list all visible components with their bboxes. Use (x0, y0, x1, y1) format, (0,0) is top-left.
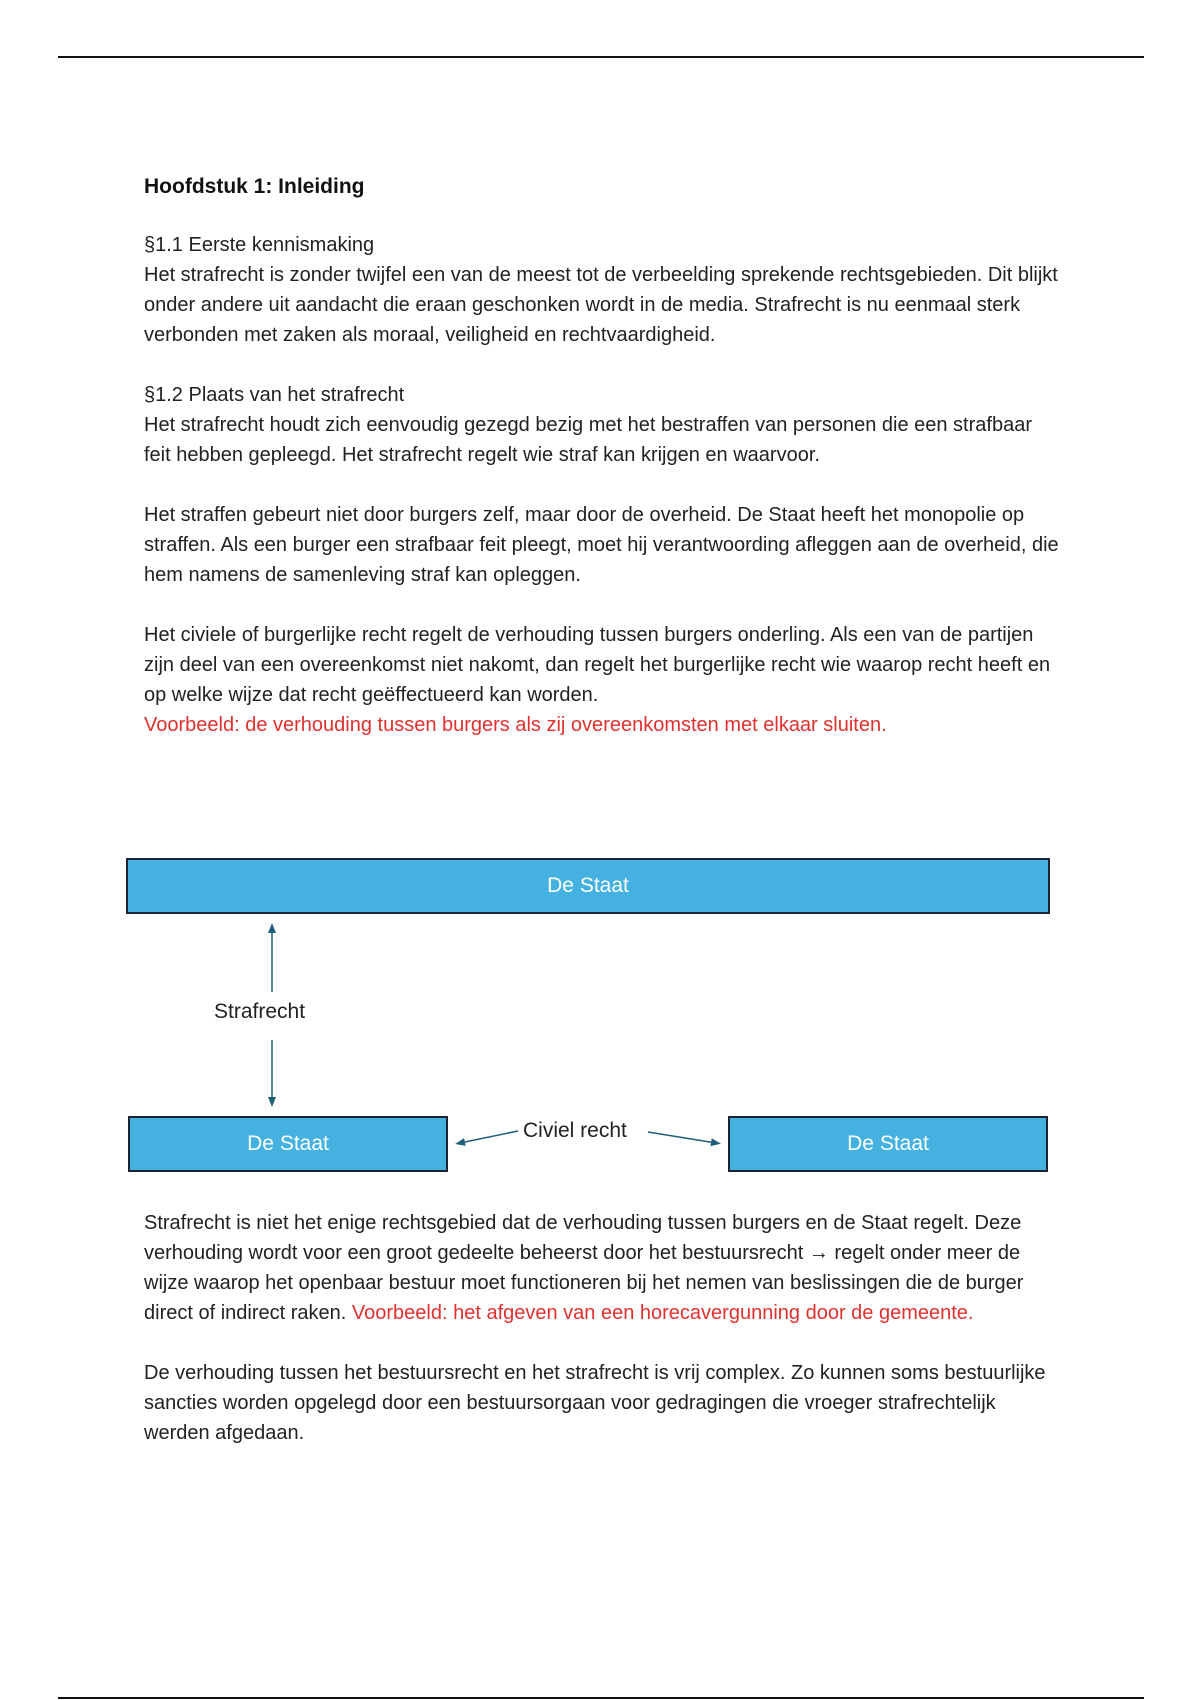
bottom-rule (58, 1697, 1144, 1699)
section-1-2-paragraph-3: Het civiele of burgerlijke recht regelt de verhouding tussen burgers onderling. Als een van de partijen zijn deel van een overeenkomst niet nakomt, dan regelt het burgerlijke recht wie waarop recht heeft en op welke wijze dat recht geëffectueerd kan worden. (144, 624, 1051, 706)
civiel-arrow-right (648, 1132, 716, 1143)
example-administrative-law: Voorbeeld: het afgeven van een horecavergunning door de gemeente. (351, 1302, 974, 1324)
document-body (144, 172, 1064, 740)
section-1-2-paragraph-2: Het straffen gebeurt niet door burgers zelf, maar door de overheid. De Staat heeft het monopolie op straffen. Als een burger een strafbaar feit pleegt, moet hij verantwoording afleggen aan de overheid, die hem namens de samenleving straf kan opleggen. (144, 504, 1059, 586)
top-rule (58, 56, 1144, 58)
legal-relations-diagram (126, 858, 1050, 1176)
document-body-continued (144, 1208, 1064, 1448)
section-1-2-heading: §1.2 Plaats van het strafrecht (144, 384, 405, 406)
civiel-recht-label: Civiel recht (519, 1119, 631, 1143)
de-staat-box-right: De Staat (728, 1116, 1048, 1172)
de-staat-box-top: De Staat (126, 858, 1050, 914)
section-1-1-heading: §1.1 Eerste kennismaking (144, 234, 375, 256)
bestuursrecht-text: Strafrecht is niet het enige rechtsgebied dat de verhouding tussen burgers en de Staat regelt. Deze verhouding wordt voor een groot gedeelte beheerst door het bestuursrecht → regelt onder meer de wijze waarop het openbaar bestuur moet functioneren bij het nemen van beslissingen die de burger direct of indirect raken. (144, 1212, 1024, 1324)
de-staat-box-left: De Staat (128, 1116, 448, 1172)
example-civil-law: Voorbeeld: de verhouding tussen burgers als zij overeenkomsten met elkaar sluiten. (144, 714, 887, 736)
strafrecht-label: Strafrecht (210, 1000, 309, 1024)
complex-relation-paragraph: De verhouding tussen het bestuursrecht en het strafrecht is vrij complex. Zo kunnen soms bestuurlijke sancties worden opgelegd door een bestuursorgaan voor gedragingen die vroeger strafrechtelijk werden afgedaan. (144, 1362, 1046, 1444)
bestuursrecht-paragraph (144, 1208, 1064, 1328)
civiel-arrow-left (460, 1131, 518, 1143)
section-1-1-paragraph: Het strafrecht is zonder twijfel een van de meest tot de verbeelding sprekende rechtsgebieden. Dit blijkt onder andere uit aandacht die eraan geschonken wordt in de media. Strafrecht is nu eenmaal sterk verbonden met zaken als moraal, veiligheid en rechtvaardigheid. (144, 264, 1058, 346)
chapter-title: Hoofdstuk 1: Inleiding (144, 175, 365, 198)
section-1-2-paragraph-1: Het strafrecht houdt zich eenvoudig gezegd bezig met het bestraffen van personen die een strafbaar feit hebben gepleegd. Het strafrecht regelt wie straf kan krijgen en waarvoor. (144, 414, 1032, 466)
